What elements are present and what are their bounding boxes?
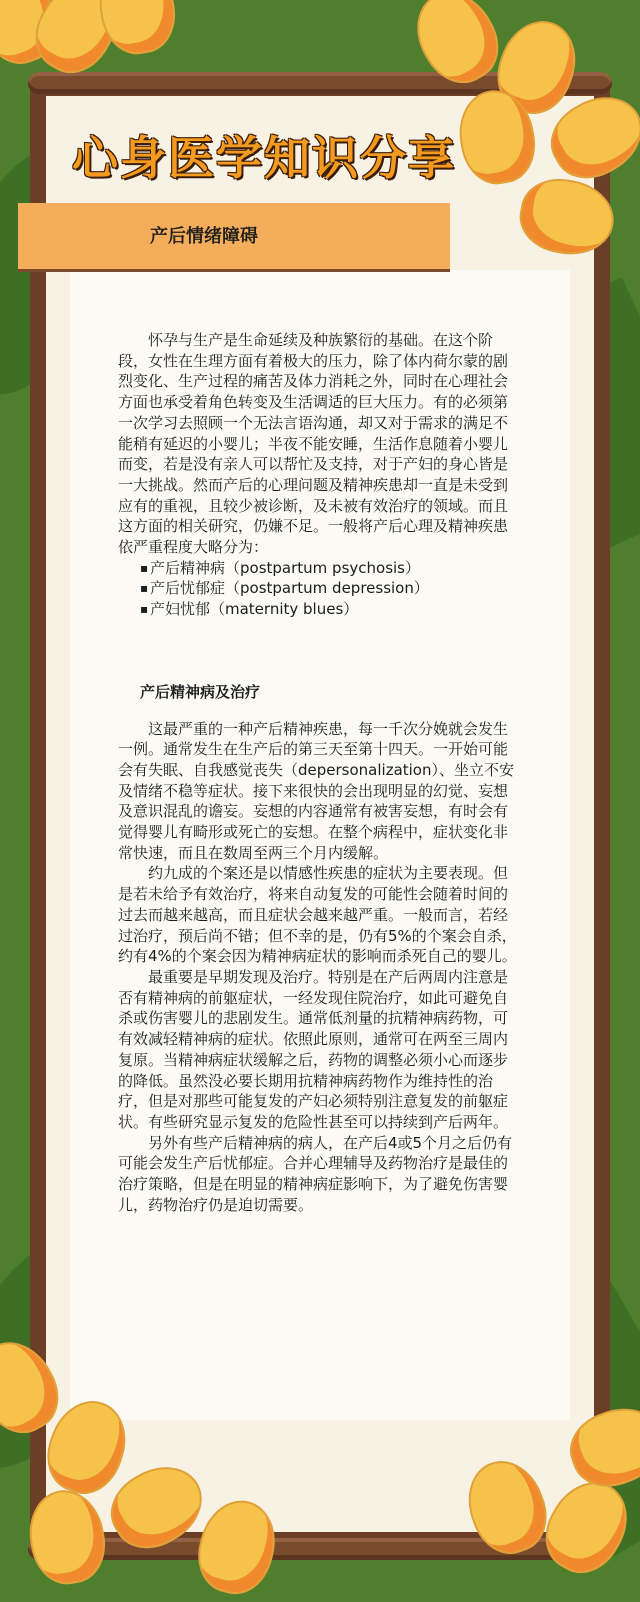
- list-item: ▪ 产后精神病（postpartum psychosis）: [140, 558, 518, 579]
- section-heading: 产后精神病及治疗: [140, 682, 261, 701]
- disorder-list: [118, 558, 518, 620]
- section-paragraph: 最重要是早期发现及治疗。特别是在产后两周内注意是否有精神病的前躯症状，一经发现住院治疗，如此可避免自杀或伤害婴儿的悲剧发生。通常低剂量的抗精神病药物，可有效减轻精神病的症状。依照此原则，通常可在两至三周内复原。当精神病症状缓解之后，药物的调整必须小心而逐步的降低。虽然没必要长期用抗精神病药物作为维持性的治疗，但是对那些可能复发的产妇必须特别注意复发的前躯症状。有些研究显示复发的危险性甚至可以持续到产后两年。: [118, 967, 509, 1131]
- subtitle: 产后情绪障碍: [150, 226, 258, 247]
- page-title: 心身医学知识分享: [72, 131, 456, 185]
- intro-paragraph: 怀孕与生产是生命延续及种族繁衍的基础。在这个阶段，女性在生理方面有着极大的压力，除了体内荷尔蒙的剧烈变化、生产过程的痛苦及体力消耗之外，同时在心理社会方面也承受着角色转变及生活调适的巨大压力。有的必须第一次学习去照顾一个无法言语沟通，却又对于需求的满足不能稍有延迟的小婴儿；半夜不能安睡，生活作息随着小婴儿而变，若是没有亲人可以帮忙及支持，对于产妇的身心皆是一大挑战。然而产后的心理问题及精神疾患却一直是未受到应有的重视，且较少被诊断，及未被有效治疗的领域。而且这方面的相关研究，仍嫌不足。一般将产后心理及精神疾患依严重程度大略分为：: [118, 331, 509, 557]
- section-paragraph: 这最严重的一种产后精神疾患，每一千次分娩就会发生一例。通常发生在生产后的第三天至第十四天。一开始可能会有失眠、自我感觉丧失（depersonalization）、坐立不安及情绪不稳等症状。接下来很快的会出现明显的幻觉、妄想及意识混乱的谵妄。妄想的内容通常有被害妄想，有时会有觉得婴儿有畸形或死亡的妄想。在整个病程中，症状变化非常快速，而且在数周至两三个月内缓解。: [118, 719, 514, 862]
- article-content: [118, 330, 518, 1215]
- section-paragraph: 另外有些产后精神病的病人，在产后4或5个月之后仍有可能会发生产后忧郁症。合并心理辅导及药物治疗是最佳的治疗策略，但是在明显的精神病症影响下，为了避免伤害婴儿，药物治疗仍是迫切需要。: [118, 1133, 513, 1214]
- list-item: ▪ 产后忧郁症（postpartum depression）: [140, 578, 518, 599]
- section-paragraph: 约九成的个案还是以情感性疾患的症状为主要表现。但是若未给予有效治疗，将来自动复发的可能性会随着时间的过去而越来越高，而且症状会越来越严重。一般而言，若经过治疗，预后尚不错；但不幸的是，仍有5%的个案会自杀，约有4%的个案会因为精神病症状的影响而杀死自己的婴儿。: [118, 864, 517, 966]
- list-item: ▪ 产妇忧郁（maternity blues）: [140, 599, 518, 620]
